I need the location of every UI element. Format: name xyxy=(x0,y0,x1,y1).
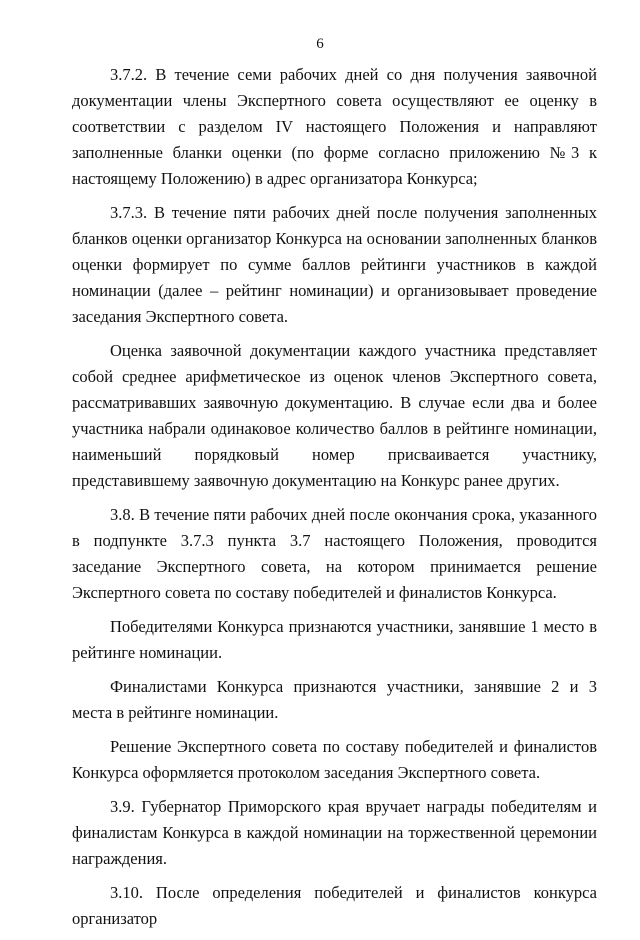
paragraph-3-8: 3.8. В течение пяти рабочих дней после окончания срока, указанного в подпункте 3.7.3 пункта 3.7 настоящего Положения, проводится заседание Экспертного совета, на котором принимается решение Экспертного совета по составу победителей и финалистов Конкурса. xyxy=(72,505,597,602)
paragraph-3-10: 3.10. После определения победителей и финалистов конкурса организатор xyxy=(72,883,597,928)
document-body xyxy=(72,62,597,940)
paragraph-3-7-2: 3.7.2. В течение семи рабочих дней со дня получения заявочной документации члены Экспертного совета осуществляют ее оценку в соответствии с разделом IV настоящего Положения и направляют заполненные бланки оценки (по форме согласно приложению №3 к настоящему Положению) в адрес организатора Конкурса; xyxy=(72,65,597,188)
paragraph-3-7-3: 3.7.3. В течение пяти рабочих дней после получения заполненных бланков оценки организатор Конкурса на основании заполненных бланков оценки формирует по сумме баллов рейтинги участников в каждой номинации (далее – рейтинг номинации) и организовывает проведение заседания Экспертного совета. xyxy=(72,203,597,326)
paragraph-decision: Решение Экспертного совета по составу победителей и финалистов Конкурса оформляется протоколом заседания Экспертного совета. xyxy=(72,737,597,782)
paragraph-winners: Победителями Конкурса признаются участники, занявшие 1 место в рейтинге номинации. xyxy=(72,617,597,662)
page-number: 6 xyxy=(316,36,324,52)
paragraph-evaluation: Оценка заявочной документации каждого участника представляет собой среднее арифметическое из оценок членов Экспертного совета, рассматривавших заявочную документацию. В случае если два и более участника набрали одинаковое количество баллов в рейтинге номинации, наименьший порядковый номер присваивается участнику, представившему заявочную документацию на Конкурс ранее других. xyxy=(72,341,597,490)
paragraph-3-9: 3.9. Губернатор Приморского края вручает награды победителям и финалистам Конкурса в каждой номинации на торжественной церемонии награждения. xyxy=(72,797,597,868)
paragraph-finalists: Финалистами Конкурса признаются участники, занявшие 2 и 3 места в рейтинге номинации. xyxy=(72,677,597,722)
